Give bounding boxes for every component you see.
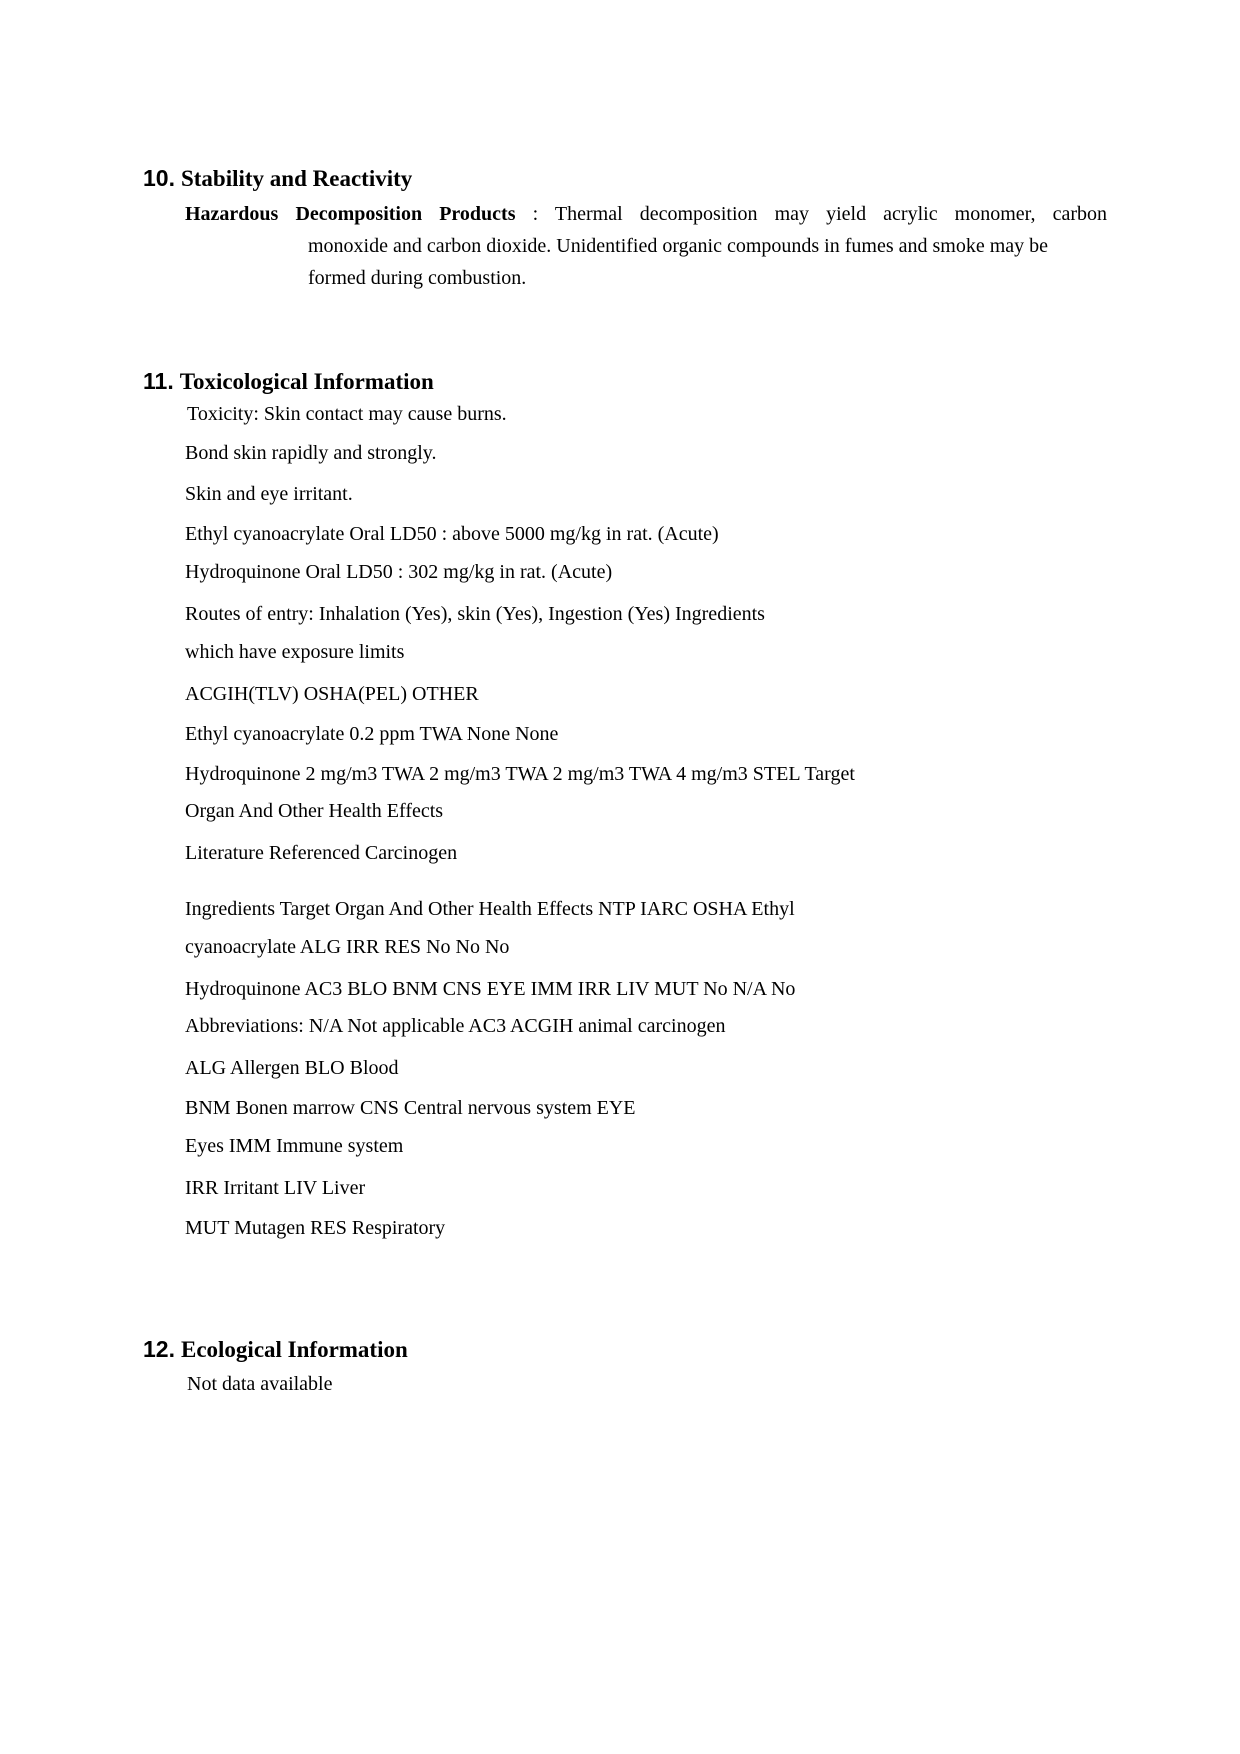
section-10-heading	[143, 165, 412, 192]
tox-line: Toxicity: Skin contact may cause burns.	[187, 403, 507, 425]
section-11-heading	[143, 368, 434, 395]
section-11-title: Toxicological Information	[179, 369, 434, 394]
tox-line: MUT Mutagen RES Respiratory	[185, 1217, 446, 1239]
section-12-number: 12.	[143, 1336, 175, 1362]
section-10-number: 10.	[143, 165, 175, 191]
tox-line: Hydroquinone Oral LD50 : 302 mg/kg in rat. (Acute)	[185, 561, 613, 583]
tox-line: Hydroquinone 2 mg/m3 TWA 2 mg/m3 TWA 2 mg/m3 TWA 4 mg/m3 STEL Target	[185, 763, 855, 785]
tox-line: IRR Irritant LIV Liver	[185, 1177, 366, 1199]
tox-line: Hydroquinone AC3 BLO BNM CNS EYE IMM IRR LIV MUT No N/A No	[185, 978, 796, 1000]
tox-line: which have exposure limits	[185, 641, 405, 663]
hazard-first-line	[185, 198, 1107, 230]
tox-line: ALG Allergen BLO Blood	[185, 1057, 399, 1079]
tox-line: Ingredients Target Organ And Other Health Effects NTP IARC OSHA Ethyl	[185, 898, 795, 920]
hazard-colon: :	[532, 203, 539, 225]
hazard-label-word-3: Products	[439, 203, 516, 225]
tox-line: Bond skin rapidly and strongly.	[185, 442, 437, 464]
tox-line: Ethyl cyanoacrylate Oral LD50 : above 5000 mg/kg in rat. (Acute)	[185, 523, 719, 545]
tox-line: Organ And Other Health Effects	[185, 800, 444, 822]
section-11-number: 11.	[143, 368, 174, 394]
tox-line: Routes of entry: Inhalation (Yes), skin (Yes), Ingestion (Yes) Ingredients	[185, 603, 765, 625]
tox-line: Literature Referenced Carcinogen	[185, 842, 458, 864]
section-10-title: Stability and Reactivity	[180, 166, 413, 191]
hazard-label-word-2: Decomposition	[295, 203, 423, 225]
hazard-label-word-1: Hazardous	[185, 203, 279, 225]
tox-line: Abbreviations: N/A Not applicable AC3 ACGIH animal carcinogen	[185, 1015, 726, 1037]
tox-line: Ethyl cyanoacrylate 0.2 ppm TWA None None	[185, 723, 559, 745]
hazard-text-line-3: formed during combustion.	[308, 267, 527, 289]
tox-line: Skin and eye irritant.	[185, 483, 353, 505]
hazardous-decomposition-products	[185, 198, 1107, 294]
tox-line: cyanoacrylate ALG IRR RES No No No	[185, 936, 510, 958]
section-12-title: Ecological Information	[180, 1337, 408, 1362]
tox-line: ACGIH(TLV) OSHA(PEL) OTHER	[185, 683, 479, 705]
tox-line: Eyes IMM Immune system	[185, 1135, 404, 1157]
hazard-text-line-1: Thermal decomposition may yield acrylic monomer, carbon	[554, 203, 1108, 225]
section-12-heading	[143, 1336, 408, 1363]
tox-line: BNM Bonen marrow CNS Central nervous system EYE	[185, 1097, 636, 1119]
hazard-text-line-2: monoxide and carbon dioxide. Unidentified organic compounds in fumes and smoke may be	[308, 235, 1049, 257]
ecological-text: Not data available	[187, 1373, 333, 1395]
